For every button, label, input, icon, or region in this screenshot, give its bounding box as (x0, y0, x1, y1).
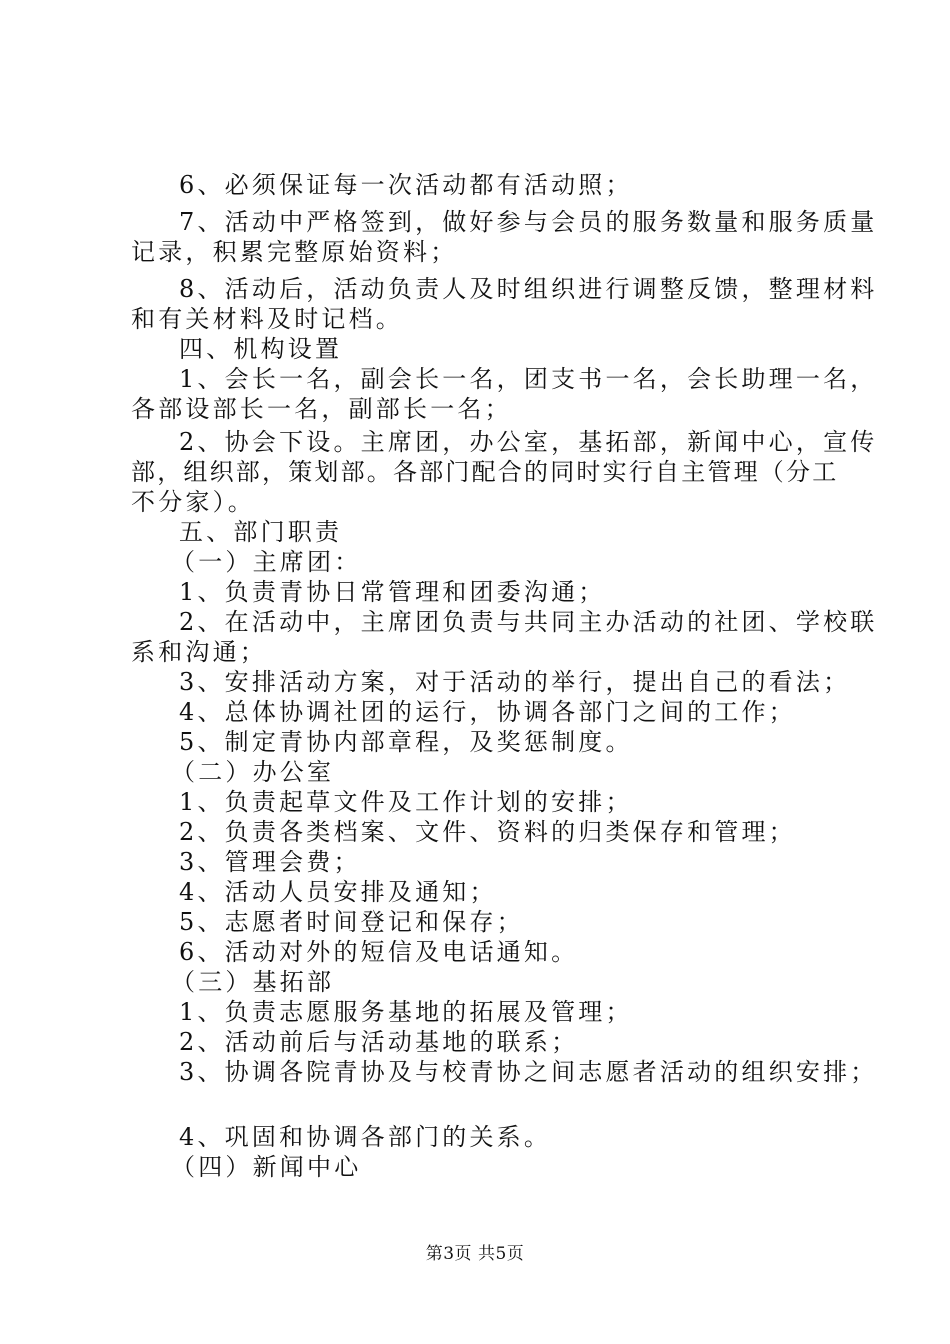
paragraph-line: 4、总体协调社团的运行，协调各部门之间的工作； (179, 698, 796, 726)
paragraph-line: 3、安排活动方案，对于活动的举行，提出自己的看法； (179, 668, 851, 696)
paragraph-line: 5、志愿者时间登记和保存； (179, 908, 524, 936)
subsection-heading: （三）基拓部 (171, 968, 335, 996)
paragraph-line: 1、负责起草文件及工作计划的安排； (179, 788, 633, 816)
paragraph-line: 1、负责青协日常管理和团委沟通； (179, 578, 606, 606)
paragraph-line: 3、管理会费； (179, 848, 361, 876)
subsection-heading: （一）主席团： (171, 548, 362, 576)
paragraph-line: 系和沟通； (131, 638, 267, 666)
paragraph-line: 2、协会下设。主席团，办公室，基拓部，新闻中心，宣传 (179, 428, 878, 456)
paragraph-line: 各部设部长一名，副部长一名； (131, 395, 512, 423)
paragraph-line: 4、巩固和协调各部门的关系。 (179, 1123, 552, 1151)
paragraph-line: 和有关材料及时记档。 (131, 305, 403, 333)
paragraph-line: 2、负责各类档案、文件、资料的归类保存和管理； (179, 818, 796, 846)
paragraph-line: 2、在活动中，主席团负责与共同主办活动的社团、学校联 (179, 608, 878, 636)
paragraph-line: 6、活动对外的短信及电话通知。 (179, 938, 579, 966)
section-heading: 五、部门职责 (179, 518, 343, 546)
paragraph-line: 1、负责志愿服务基地的拓展及管理； (179, 998, 633, 1026)
paragraph-line: 部，组织部，策划部。各部门配合的同时实行自主管理（分工 (131, 458, 839, 486)
subsection-heading: （二）办公室 (171, 758, 335, 786)
paragraph-line: 3、协调各院青协及与校青协之间志愿者活动的组织安排； (179, 1058, 878, 1086)
paragraph-line: 4、活动人员安排及通知； (179, 878, 497, 906)
subsection-heading: （四）新闻中心 (171, 1153, 362, 1181)
paragraph-line: 8、活动后，活动负责人及时组织进行调整反馈，整理材料 (179, 275, 878, 303)
paragraph-line: 1、会长一名，副会长一名，团支书一名，会长助理一名， (179, 365, 878, 393)
section-heading: 四、机构设置 (179, 335, 343, 363)
paragraph-line: 不分家）。 (131, 488, 255, 516)
page-footer: 第3页 共5页 (425, 1244, 525, 1264)
paragraph-line: 6、必须保证每一次活动都有活动照； (179, 171, 633, 199)
paragraph-line: 7、活动中严格签到，做好参与会员的服务数量和服务质量 (179, 208, 878, 236)
paragraph-line: 5、制定青协内部章程，及奖惩制度。 (179, 728, 633, 756)
paragraph-line: 2、活动前后与活动基地的联系； (179, 1028, 579, 1056)
paragraph-line: 记录，积累完整原始资料； (131, 238, 458, 266)
